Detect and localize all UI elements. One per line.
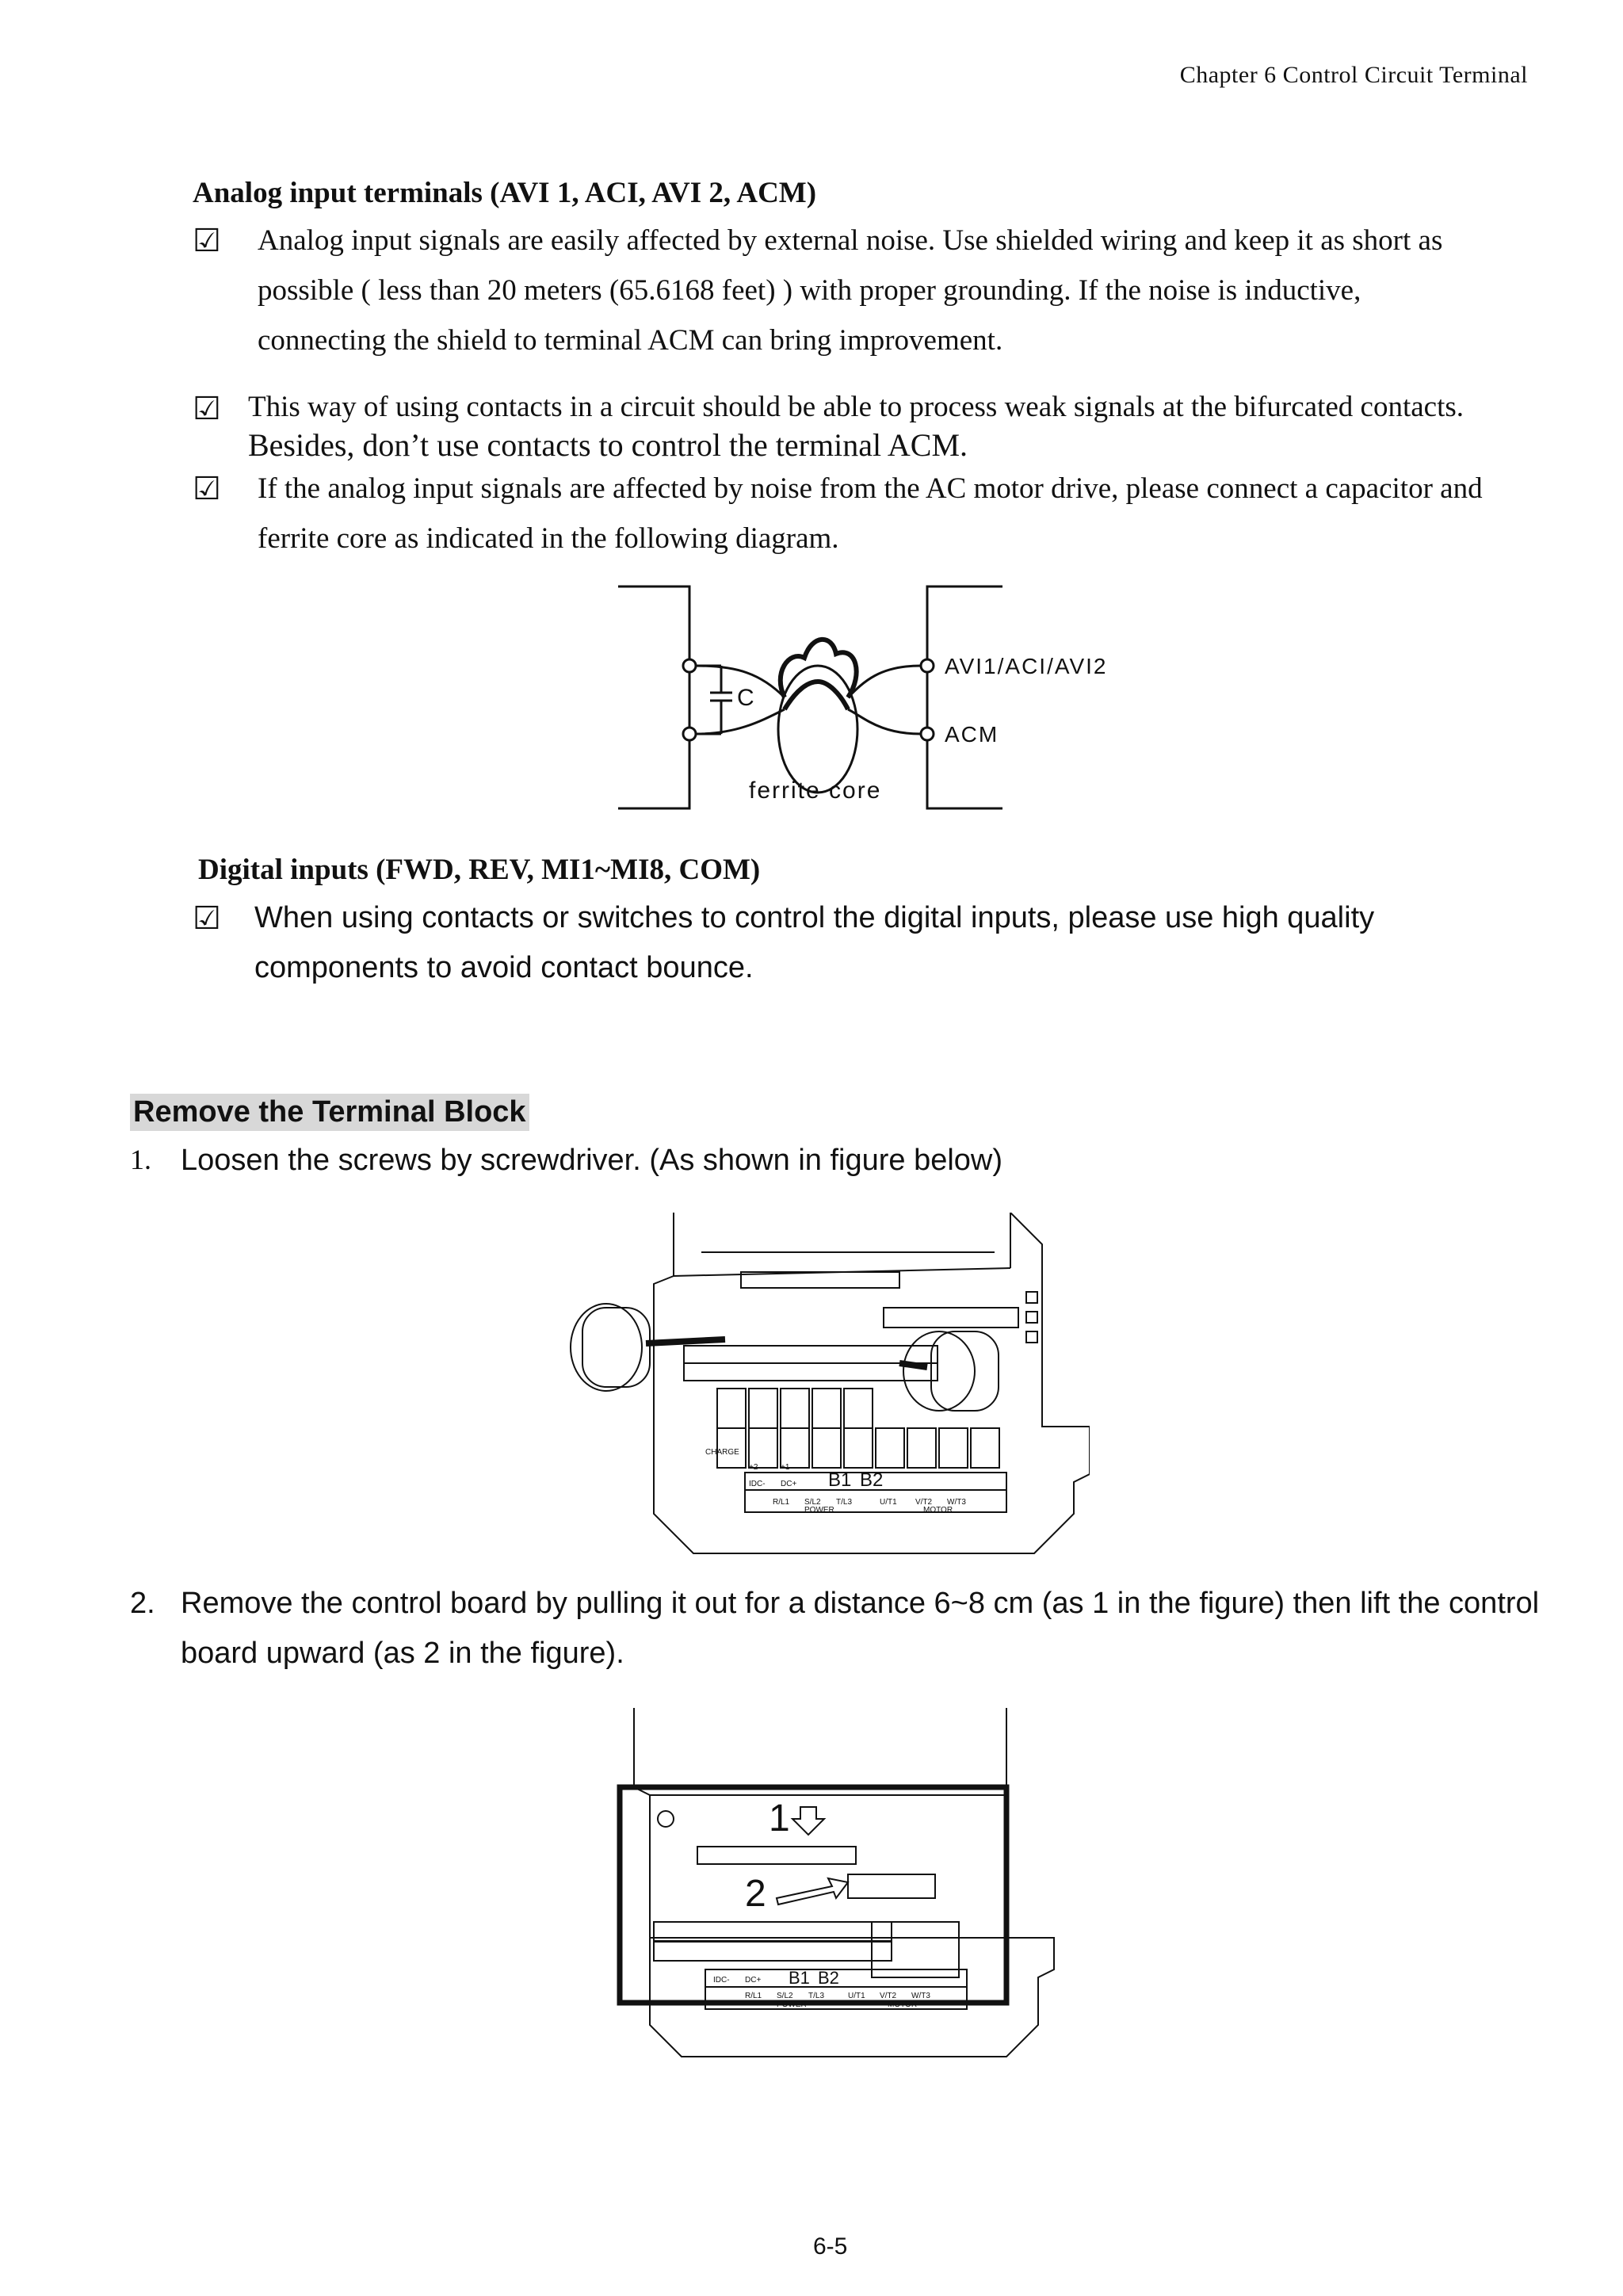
remove-section-title: Remove the Terminal Block xyxy=(130,1094,529,1131)
b1-label: B1 xyxy=(789,1968,810,1988)
step-number: 1. xyxy=(130,1144,151,1175)
text-line: board upward (as 2 in the figure). xyxy=(181,1637,624,1670)
control-board xyxy=(650,1795,1006,1938)
ferrite-core-ring xyxy=(778,666,857,793)
terminal-strip-top xyxy=(684,1346,938,1363)
motor-label: MOTOR xyxy=(923,1506,953,1515)
capacitor-label: C xyxy=(737,685,754,711)
control-terminal-strip xyxy=(848,1874,935,1898)
checkbox-icon: ☑ xyxy=(193,391,221,426)
text-line: This way of using contacts in a circuit should be able to process weak signals at the bifurcated contacts. xyxy=(248,391,1465,423)
idc-label: IDC- xyxy=(749,1480,766,1488)
text-line: Besides, don’t use contacts to control the terminal ACM. xyxy=(248,427,968,463)
power-terminal-blocks xyxy=(717,1389,999,1468)
ut1-label: U/T1 xyxy=(880,1498,897,1507)
highlight-box xyxy=(620,1787,1006,2003)
b1-label: B1 xyxy=(828,1469,852,1491)
terminal-label-avi: AVI1/ACI/AVI2 xyxy=(945,654,1108,678)
dcplus-label: DC+ xyxy=(781,1480,797,1488)
text-line: If the analog input signals are affected by noise from the AC motor drive, please connect a capacitor and xyxy=(258,472,1483,505)
vt2-label: V/T2 xyxy=(880,1992,897,2000)
wire xyxy=(848,709,921,734)
ferrite-core-label: ferrite core xyxy=(749,777,882,804)
vent-slots xyxy=(1026,1292,1037,1343)
analog-section-title: Analog input terminals (AVI 1, ACI, AVI 2, ACM) xyxy=(193,177,817,209)
idc-label: IDC- xyxy=(713,1976,730,1985)
right-terminal-bottom xyxy=(921,728,934,740)
mount-screw xyxy=(658,1811,674,1827)
left-terminal-bottom xyxy=(683,728,696,740)
tl3-label: T/L3 xyxy=(808,1992,825,2000)
motor-label: MOTOR xyxy=(888,2000,918,2009)
b2-label: B2 xyxy=(860,1469,884,1491)
step-number: 2. xyxy=(130,1587,155,1620)
dcplus-label: DC+ xyxy=(745,1976,762,1985)
charge-label: CHARGE xyxy=(705,1448,739,1457)
rl1-label: R/L1 xyxy=(773,1498,790,1507)
arrow-up-icon xyxy=(777,1878,848,1904)
left-terminal-top xyxy=(683,659,696,672)
power-label: POWER xyxy=(777,2000,807,2009)
checkbox-icon: ☑ xyxy=(193,223,221,258)
left-device-outline xyxy=(618,586,689,808)
terminal-label-acm: ACM xyxy=(945,722,999,747)
control-terminal-strip xyxy=(884,1308,1018,1328)
right-terminal-top xyxy=(921,659,934,672)
rl1-label: R/L1 xyxy=(745,1992,762,2000)
screwdriver-left xyxy=(571,1304,725,1391)
sl2-label: S/L2 xyxy=(777,1992,793,2000)
step-2-text xyxy=(181,1579,1539,1679)
text-line: Analog input signals are easily affected by external noise. Use shielded wiring and keep it as short as xyxy=(258,224,1443,257)
text-line: Remove the control board by pulling it out for a distance 6~8 cm (as 1 in the figure) then lift the control xyxy=(181,1587,1540,1620)
text-line: ferrite core as indicated in the following diagram. xyxy=(258,522,839,555)
sl2-label: S/L2 xyxy=(804,1498,821,1507)
ut1-label: U/T1 xyxy=(848,1992,865,2000)
tl3-label: T/L3 xyxy=(836,1498,853,1507)
analog-bullet-1 xyxy=(258,216,1442,365)
arrow-down-icon xyxy=(792,1807,824,1835)
analog-bullet-3 xyxy=(258,464,1483,563)
figure-loosen-screws xyxy=(567,1213,1090,1569)
digital-section-title: Digital inputs (FWD, REV, MI1~MI8, COM) xyxy=(198,854,761,886)
right-device-outline xyxy=(927,586,1002,808)
wire xyxy=(848,666,921,697)
text-line: When using contacts or switches to control the digital inputs, please use high quality xyxy=(254,901,1375,934)
b2-label: B2 xyxy=(818,1968,839,1988)
vt2-label: V/T2 xyxy=(915,1498,933,1507)
wt3-label: W/T3 xyxy=(947,1498,966,1507)
checkbox-icon: ☑ xyxy=(193,471,221,506)
board-connector xyxy=(697,1847,856,1864)
dc-plus2-label: +2 xyxy=(749,1463,758,1472)
text-line: components to avoid contact bounce. xyxy=(254,951,754,984)
checkbox-icon: ☑ xyxy=(193,900,221,936)
digital-bullet xyxy=(254,893,1374,993)
step-marker-1: 1 xyxy=(769,1797,790,1839)
terminal-strip-2 xyxy=(654,1942,892,1961)
page-number: 6-5 xyxy=(813,2233,848,2260)
power-label: POWER xyxy=(804,1506,834,1515)
step-marker-2: 2 xyxy=(745,1873,766,1915)
wire xyxy=(696,709,785,734)
ferrite-core-diagram xyxy=(602,579,1157,824)
text-line: connecting the shield to terminal ACM can bring improvement. xyxy=(258,324,1003,357)
screwdriver-right xyxy=(899,1331,999,1411)
step-1-text: Loosen the screws by screwdriver. (As shown in figure below) xyxy=(181,1144,1003,1177)
drive-chassis xyxy=(654,1213,1090,1553)
text-line: possible ( less than 20 meters (65.6168 feet) ) with proper grounding. If the noise is inductive, xyxy=(258,274,1361,307)
dc-plus1-label: +1 xyxy=(781,1463,790,1472)
figure-remove-control-board xyxy=(610,1708,1062,2080)
analog-bullet-2 xyxy=(248,388,1464,464)
wt3-label: W/T3 xyxy=(911,1992,930,2000)
chapter-header: Chapter 6 Control Circuit Terminal xyxy=(1179,62,1528,88)
